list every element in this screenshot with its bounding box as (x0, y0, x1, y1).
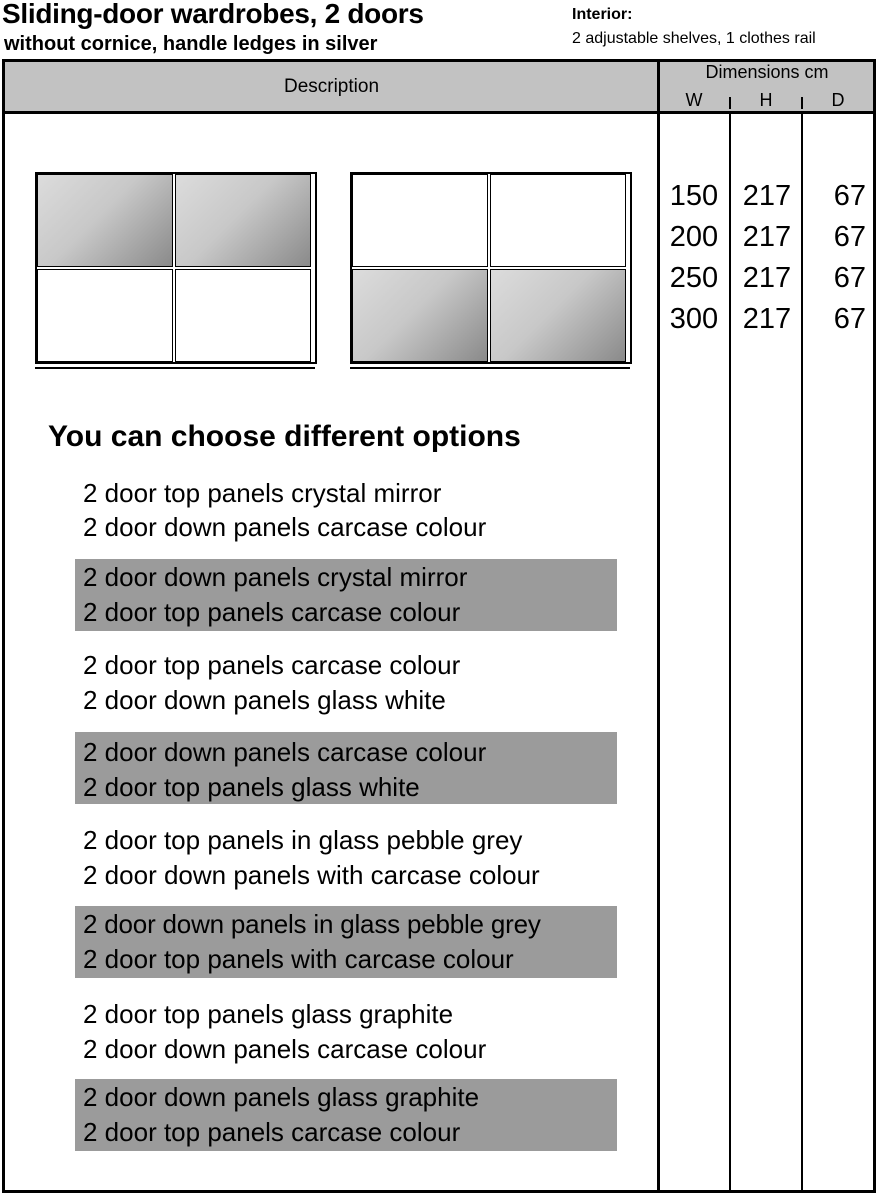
options-heading: You can choose different options (48, 420, 521, 453)
row-300-depth: 67 (833, 303, 866, 335)
mirror-panel (175, 174, 311, 267)
header-divider-tick (801, 97, 803, 109)
header-divider-tick (729, 97, 731, 109)
row-250-depth: 67 (833, 262, 866, 294)
row-250-width: 250 (669, 262, 719, 294)
wardrobe-base (35, 362, 315, 369)
description-column-header: Description (283, 76, 380, 97)
row-200-width: 200 (669, 221, 719, 253)
wardrobe-illustration-bottom-mirror (350, 172, 632, 364)
column-divider (657, 59, 660, 1192)
width-column-header: W (685, 90, 703, 110)
option-1-line-2: 2 door down panels carcase colour (83, 512, 487, 542)
option-1-line-1: 2 door top panels crystal mirror (83, 478, 442, 508)
plain-panel (175, 269, 311, 362)
option-5-line-1: 2 door top panels in glass pebble grey (83, 825, 523, 855)
depth-column-header: D (831, 90, 845, 110)
mirror-panel (352, 269, 488, 362)
plain-panel (352, 174, 488, 267)
option-3-line-1: 2 door top panels carcase colour (83, 650, 461, 680)
option-2-line-1: 2 door down panels crystal mirror (83, 562, 468, 592)
mirror-panel (490, 269, 626, 362)
row-300-height: 217 (742, 303, 792, 335)
column-divider (729, 112, 731, 1190)
wardrobe-base (350, 362, 630, 369)
interior-label: Interior: (572, 6, 633, 23)
interior-description: 2 adjustable shelves, 1 clothes rail (572, 30, 816, 47)
option-8-line-2: 2 door top panels carcase colour (83, 1117, 461, 1147)
option-7-line-1: 2 door top panels glass graphite (83, 999, 454, 1029)
option-4-line-2: 2 door top panels glass white (83, 772, 420, 802)
column-divider (801, 112, 803, 1190)
option-6-line-2: 2 door top panels with carcase colour (83, 944, 514, 974)
option-4-line-1: 2 door down panels carcase colour (83, 737, 487, 767)
option-8-line-1: 2 door down panels glass graphite (83, 1082, 480, 1112)
option-2-line-2: 2 door top panels carcase colour (83, 597, 461, 627)
row-150-depth: 67 (833, 180, 866, 212)
plain-panel (37, 269, 173, 362)
option-5-line-2: 2 door down panels with carcase colour (83, 860, 540, 890)
mirror-panel (37, 174, 173, 267)
row-150-height: 217 (742, 180, 792, 212)
wardrobe-illustration-top-mirror (35, 172, 317, 364)
page-title: Sliding-door wardrobes, 2 doors (2, 0, 424, 29)
dimensions-column-header: Dimensions cm (705, 62, 829, 82)
row-200-height: 217 (742, 221, 792, 253)
row-200-depth: 67 (833, 221, 866, 253)
height-column-header: H (759, 90, 773, 110)
row-250-height: 217 (742, 262, 792, 294)
option-7-line-2: 2 door down panels carcase colour (83, 1034, 487, 1064)
page-subtitle: without cornice, handle ledges in silver (4, 33, 378, 55)
row-150-width: 150 (669, 180, 719, 212)
option-6-line-1: 2 door down panels in glass pebble grey (83, 909, 541, 939)
plain-panel (490, 174, 626, 267)
option-3-line-2: 2 door down panels glass white (83, 685, 446, 715)
row-300-width: 300 (669, 303, 719, 335)
